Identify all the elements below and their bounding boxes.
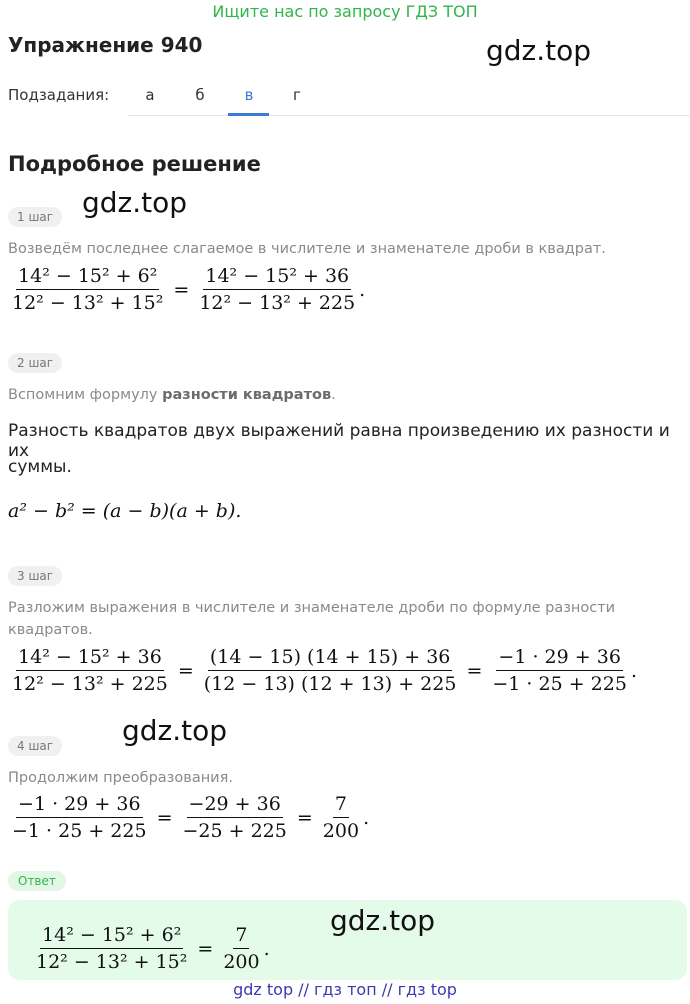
rule-text: Разность квадратов двух выражений равна произведению их разности и их: [8, 421, 670, 461]
tab-a[interactable]: а: [145, 86, 155, 104]
period: .: [363, 806, 370, 829]
formula-step-4: [8, 793, 369, 842]
step-badge: 1 шаг: [8, 207, 62, 227]
watermark: gdz.top: [330, 904, 436, 937]
fraction-denominator: 12² − 13² + 225: [12, 673, 168, 695]
fraction-numerator: 14² − 15² + 6²: [40, 924, 183, 949]
equals-sign: =: [177, 659, 194, 682]
equals-sign: =: [466, 659, 483, 682]
top-banner[interactable]: Ищите нас по запросу ГДЗ ТОП: [212, 2, 478, 21]
fraction-numerator: (14 − 15) (14 + 15) + 36: [208, 646, 453, 671]
rule-text: суммы.: [8, 457, 72, 477]
period: .: [630, 659, 637, 682]
equals-sign: =: [156, 806, 173, 829]
section-title: Подробное решение: [8, 152, 261, 176]
equals-sign: =: [173, 278, 190, 301]
formula-difference-of-squares: a² − b² = (a − b)(a + b).: [8, 500, 242, 522]
tab-g[interactable]: г: [293, 86, 301, 104]
step-text: [8, 384, 336, 406]
fraction-denominator: 12² − 13² + 15²: [12, 292, 164, 314]
fraction-denominator: 12² − 13² + 15²: [36, 951, 188, 973]
fraction-numerator: 14² − 15² + 6²: [16, 265, 159, 290]
period: .: [263, 937, 270, 960]
fraction-denominator: (12 − 13) (12 + 13) + 225: [203, 673, 457, 695]
fraction-numerator: 14² − 15² + 36: [203, 265, 351, 290]
subtasks-label: Подзадания:: [8, 86, 110, 104]
footer-banner[interactable]: gdz top // гдз топ // гдз top: [233, 980, 457, 999]
equals-sign: =: [296, 806, 313, 829]
fraction-denominator: −1 · 25 + 225: [492, 673, 627, 695]
step-text-suffix: .: [331, 387, 336, 403]
fraction-denominator: 12² − 13² + 225: [199, 292, 356, 314]
fraction-numerator: 14² − 15² + 36: [16, 646, 164, 671]
formula-step-1: [8, 265, 365, 314]
answer-badge: Ответ: [8, 871, 66, 891]
step-badge: 4 шаг: [8, 736, 62, 756]
page-title: Упражнение 940: [8, 33, 203, 57]
equals-sign: =: [197, 937, 214, 960]
step-text: Продолжим преобразования.: [8, 770, 233, 786]
step-badge: 2 шаг: [8, 353, 62, 373]
fraction-denominator: −25 + 225: [182, 820, 287, 842]
step-text-prefix: Вспомним формулу: [8, 387, 163, 403]
step-text: Возведём последнее слагаемое в числителе и знаменателе дроби в квадрат.: [8, 241, 606, 257]
period: .: [359, 278, 366, 301]
formula-answer: [32, 924, 270, 973]
step-badge: 3 шаг: [8, 566, 62, 586]
fraction-denominator: 200: [223, 951, 260, 973]
step-text-bold: разности квадратов: [162, 387, 332, 403]
tabs-divider: [128, 115, 690, 116]
tab-b[interactable]: б: [195, 86, 205, 104]
fraction-numerator: −1 · 29 + 36: [496, 646, 622, 671]
watermark: gdz.top: [486, 34, 592, 67]
watermark: gdz.top: [82, 186, 188, 219]
fraction-numerator: 7: [333, 793, 349, 818]
fraction-denominator: −1 · 25 + 225: [12, 820, 147, 842]
fraction-numerator: 7: [233, 924, 249, 949]
formula-step-3: [8, 646, 637, 695]
active-tab-indicator: [228, 113, 269, 116]
fraction-denominator: 200: [322, 820, 360, 842]
watermark: gdz.top: [122, 714, 228, 747]
step-text: Разложим выражения в числителе и знаменателе дроби по формуле разности: [8, 600, 616, 616]
fraction-numerator: −29 + 36: [187, 793, 283, 818]
fraction-numerator: −1 · 29 + 36: [16, 793, 142, 818]
step-text: квадратов.: [8, 622, 93, 638]
tab-v[interactable]: в: [244, 86, 254, 104]
